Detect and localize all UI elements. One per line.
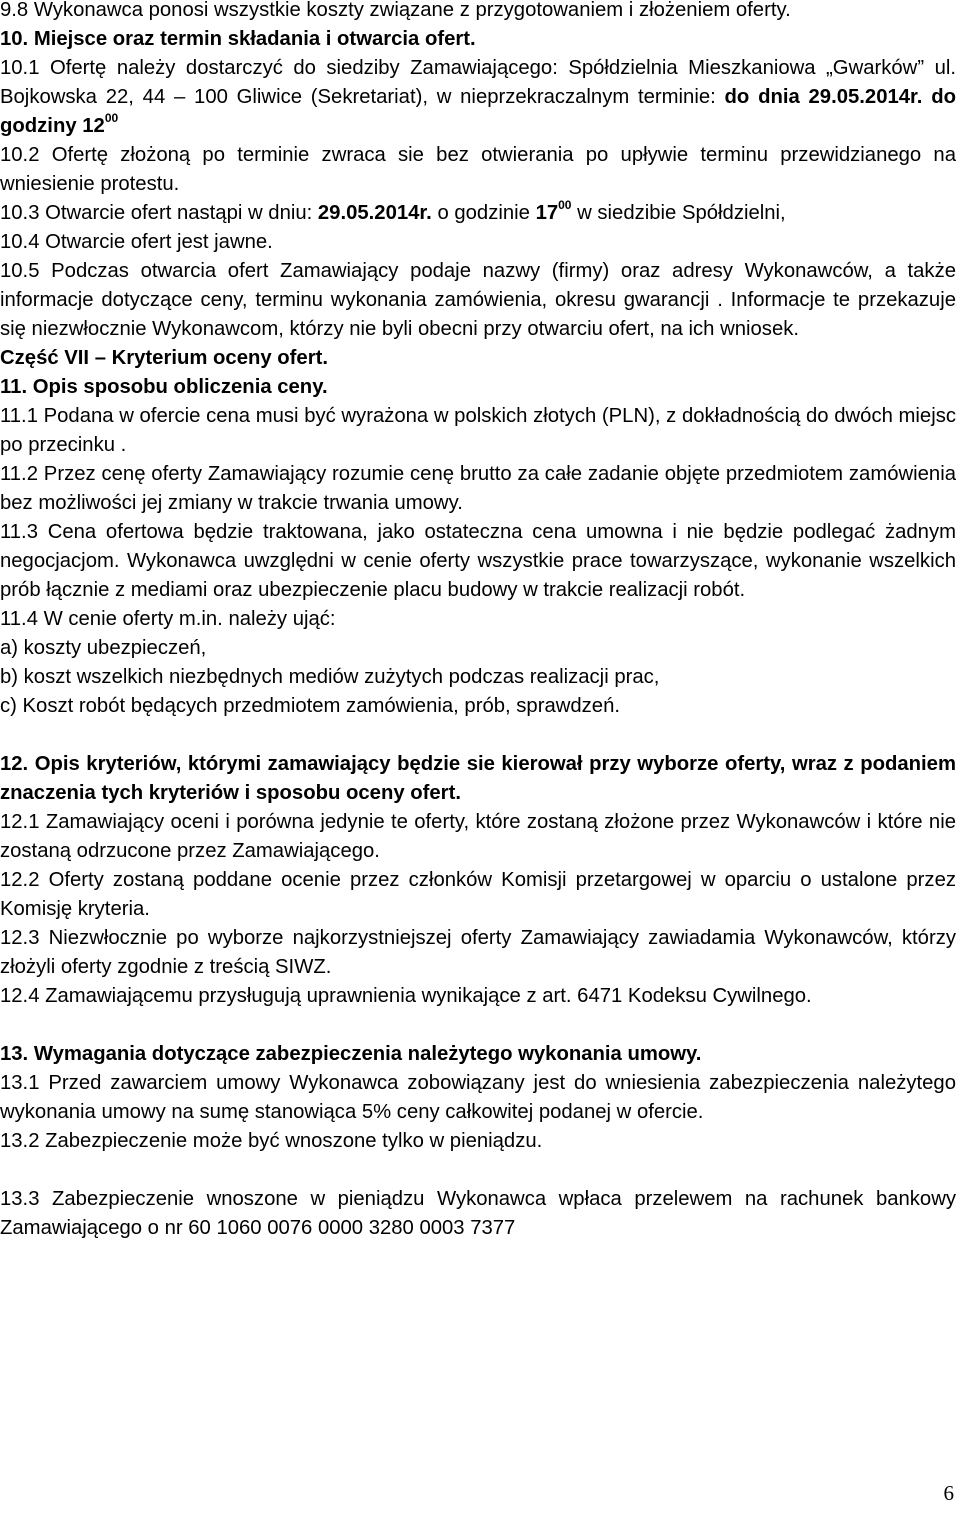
paragraph-11-2: 11.2 Przez cenę oferty Zamawiający rozumie cenę brutto za całe zadanie objęte przedmiotem zamówienia bez możliwości jej zmiany w trakcie trwania umowy. xyxy=(0,463,956,514)
spacer xyxy=(0,1011,956,1040)
submission-deadline: do dnia 29.05.2014r. do godziny 12 xyxy=(0,86,956,137)
opening-date: 29.05.2014r. xyxy=(317,202,432,224)
paragraph-12-4: 12.4 Zamawiającemu przysługują uprawnienia wynikające z art. 6471 Kodeksu Cywilnego. xyxy=(0,985,812,1007)
section-heading-11 xyxy=(0,373,956,402)
paragraph-11-4: 11.4 W cenie oferty m.in. należy ująć: xyxy=(0,608,336,630)
section-heading-13 xyxy=(0,1040,956,1069)
part-vii-heading xyxy=(0,344,956,373)
paragraph-10-4: 10.4 Otwarcie ofert jest jawne. xyxy=(0,231,273,253)
paragraph-10-1-text: 10.1 Ofertę należy dostarczyć do siedziby Zamawiającego: Spółdzielnia Mieszkaniowa „Gwarków” ul. Bojkowska 22, 44 – 100 Gliwice (Sekretariat), w nieprzekraczalnym terminie: xyxy=(0,57,956,108)
section-heading-10 xyxy=(0,25,956,54)
spacer xyxy=(0,1156,956,1185)
section-heading-10-text: 10. Miejsce oraz termin składania i otwarcia ofert. xyxy=(0,28,476,50)
paragraph-10-5: 10.5 Podczas otwarcia ofert Zamawiający podaje nazwy (firmy) oraz adresy Wykonawców, a także informacje dotyczące ceny, terminu wykonania zamówienia, okresu gwarancji . Informacje te przekazuje się niezwłocznie Wykonawcom, którzy nie byli obecni przy otwarciu ofert, na ich wniosek. xyxy=(0,260,956,340)
section-heading-12-text: 12. Opis kryteriów, którymi zamawiający będzie sie kierował przy wyborze oferty, wraz z podaniem znaczenia tych kryteriów i sposobu oceny ofert. xyxy=(0,753,956,804)
opening-hour: 17 xyxy=(535,202,559,224)
paragraph-12-1: 12.1 Zamawiający oceni i porówna jedynie te oferty, które zostaną złożone przez Wykonawców i które nie zostaną odrzucone przez Zamawiającego. xyxy=(0,811,956,862)
paragraph-10-1 xyxy=(0,54,956,141)
list-item-11-4-a: a) koszty ubezpieczeń, xyxy=(0,637,207,659)
submission-deadline-minutes xyxy=(105,111,118,125)
section-heading-12 xyxy=(0,750,956,808)
section-heading-13-text: 13. Wymagania dotyczące zabezpieczenia należytego wykonania umowy. xyxy=(0,1043,702,1065)
paragraph-13-2: 13.2 Zabezpieczenie może być wnoszone tylko w pieniądzu. xyxy=(0,1130,543,1152)
section-heading-11-text: 11. Opis sposobu obliczenia ceny. xyxy=(0,376,328,398)
paragraph-11-3: 11.3 Cena ofertowa będzie traktowana, jako ostateczna cena umowna i nie będzie podlegać żadnym negocjacjom. Wykonawca uwzględni w cenie oferty wszystkie prace towarzyszące, wykonanie wszelkich prób łącznie z mediami oraz ubezpieczenie placu budowy w trakcie realizacji robót. xyxy=(0,521,956,601)
spacer xyxy=(0,721,956,750)
paragraph-10-3-text-c: w siedzibie Spółdzielni, xyxy=(571,202,786,224)
paragraph-11-1: 11.1 Podana w ofercie cena musi być wyrażona w polskich złotych (PLN), z dokładnością do dwóch miejsc po przecinku . xyxy=(0,405,956,456)
paragraph-10-3-text-a: 10.3 Otwarcie ofert nastąpi w dniu: xyxy=(0,202,318,224)
list-item-11-4-b: b) koszt wszelkich niezbędnych mediów zużytych podczas realizacji prac, xyxy=(0,666,660,688)
paragraph-13-3: 13.3 Zabezpieczenie wnoszone w pieniądzu Wykonawca wpłaca przelewem na rachunek bankowy Zamawiającego o nr 60 1060 0076 0000 3280 0003 7377 xyxy=(0,1188,956,1239)
paragraph-13-1: 13.1 Przed zawarciem umowy Wykonawca zobowiązany jest do wniesienia zabezpieczenia należytego wykonania umowy na sumę stanowiąca 5% ceny całkowitej podanej w ofercie. xyxy=(0,1072,956,1123)
part-vii-heading-text: Część VII – Kryterium oceny ofert. xyxy=(0,347,328,369)
paragraph-12-3: 12.3 Niezwłocznie po wyborze najkorzystniejszej oferty Zamawiający zawiadamia Wykonawców, którzy złożyli oferty zgodnie z treścią SIWZ. xyxy=(0,927,956,978)
list-item-11-4-c: c) Koszt robót będących przedmiotem zamówienia, prób, sprawdzeń. xyxy=(0,695,620,717)
paragraph-12-2: 12.2 Oferty zostaną poddane ocenie przez członków Komisji przetargowej w oparciu o ustalone przez Komisję kryteria. xyxy=(0,869,956,920)
opening-hour-minutes xyxy=(558,198,571,212)
paragraph-10-2: 10.2 Ofertę złożoną po terminie zwraca sie bez otwierania po upływie terminu przewidzianego na wniesienie protestu. xyxy=(0,144,956,195)
paragraph-9-8: 9.8 Wykonawca ponosi wszystkie koszty związane z przygotowaniem i złożeniem oferty. xyxy=(0,0,791,21)
opening-hour-minutes-text: 00 xyxy=(558,198,572,213)
submission-deadline-minutes-text: 00 xyxy=(104,111,119,126)
paragraph-10-3-text-b: o godzinie xyxy=(431,202,536,224)
paragraph-10-3 xyxy=(0,199,956,228)
page-number: 6 xyxy=(943,1481,954,1505)
